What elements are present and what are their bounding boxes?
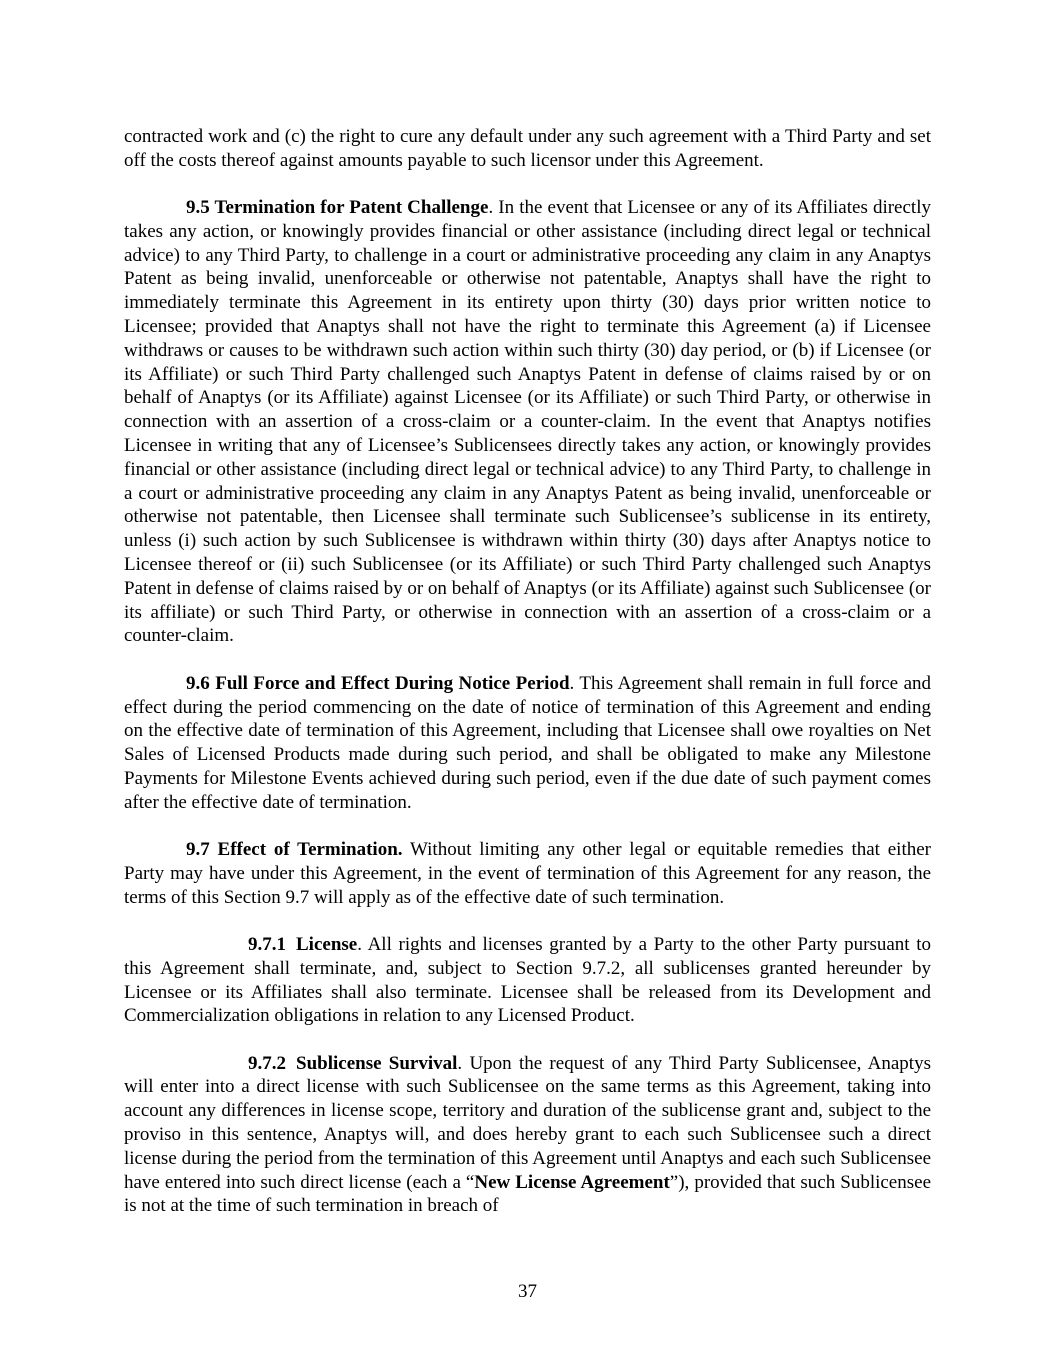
section-9-7-2 bbox=[124, 1052, 931, 1219]
section-heading: Sublicense Survival bbox=[296, 1052, 458, 1074]
section-number: 9.7.2 bbox=[248, 1052, 286, 1074]
section-text-continued: ”), provided that such Sublicensee is not at the time of such termination in breach of bbox=[124, 1171, 931, 1217]
section-number: 9.7.1 bbox=[248, 933, 286, 955]
section-9-7-1 bbox=[124, 933, 931, 1028]
section-text: . This Agreement shall remain in full force and effect during the period commencing on the date of notice of termination of this Agreement and ending on the effective date of termination of this Agreement, including that Licensee shall owe royalties on Net Sales of Licensed Products made during such period, and shall be obligated to make any Milestone Payments for Milestone Events achieved during such period, even if the due date of such payment comes after the effective date of termination. bbox=[124, 672, 932, 813]
section-text: Without limiting any other legal or equitable remedies that either Party may have under this Agreement, in the event of termination of this Agreement for any reason, the terms of this Section 9.7 will apply as of the effective date of such termination. bbox=[124, 839, 931, 908]
section-9-7 bbox=[124, 838, 931, 909]
paragraph-continuation bbox=[124, 125, 931, 173]
section-9-6 bbox=[124, 672, 931, 815]
section-heading: 9.6 Full Force and Effect During Notice Period bbox=[186, 672, 570, 694]
section-9-5 bbox=[124, 196, 931, 648]
paragraph-text: contracted work and (c) the right to cure any default under any such agreement with a Third Party and set off the costs thereof against amounts payable to such licensor under this Agreement. bbox=[124, 126, 931, 171]
section-heading: 9.5 Termination for Patent Challenge bbox=[186, 197, 489, 219]
section-text: . Upon the request of any Third Party Sublicensee, Anaptys will enter into a direct license with such Sublicensee on the same terms as this Agreement, taking into account any differences in license scope, territory and duration of the sublicense grant and, subject to the proviso in this sentence, Anaptys will, and does hereby grant to each such Sublicensee such a direct license during the period from the termination of this Agreement until Anaptys and each such Sublicensee have entered into such direct license (each a “ bbox=[124, 1052, 931, 1193]
section-text: . In the event that Licensee or any of its Affiliates directly takes any action, or knowingly provides financial or other assistance (including direct legal or technical advice) to any Third Party, to challenge in a court or administrative proceeding any claim in any Anaptys Patent as being invalid, unenforceable or otherwise not patentable, Anaptys shall have the right to immediately terminate this Agreement in its entirety upon thirty (30) days prior written notice to Licensee; provided that Anaptys shall not have the right to terminate this Agreement (a) if Licensee withdraws or causes to be withdrawn such action within such thirty (30) day period, or (b) if Licensee (or its Affiliate) or such Third Party challenged such Anaptys Patent in defense of claims raised by or on behalf of Anaptys (or its Affiliate) against Licensee (or its Affiliate) or such Third Party, or otherwise in connection with an assertion of a cross-claim or a counter-claim. In the event that Anaptys notifies Licensee in writing that any of Licensee’s Sublicensees directly takes any action, or knowingly provides financial or other assistance (including direct legal or technical advice) to any Third Party, to challenge in a court or administrative proceeding any claim in any Anaptys Patent as being invalid, unenforceable or otherwise not patentable, then Licensee shall terminate such Sublicensee’s sublicense in its entirety, unless (i) such action by such Sublicensee is withdrawn within thirty (30) days after Anaptys notice to Licensee thereof or (ii) such Sublicensee (or its Affiliate) or such Third Party challenged such Anaptys Patent in defense of claims raised by or on behalf of Anaptys (or its Affiliate) against such Sublicensee (or its affiliate) or such Third Party, or otherwise in connection with an assertion of a cross-claim or a counter-claim. bbox=[124, 197, 931, 647]
document-body bbox=[124, 125, 931, 1242]
section-heading: License bbox=[296, 933, 358, 955]
section-text: . All rights and licenses granted by a Party to the other Party pursuant to this Agreement shall terminate, and, subject to Section 9.7.2, all sublicenses granted hereunder by Licensee or its Affiliates shall also terminate. Licensee shall be released from its Development and Commercialization obligations in relation to any Licensed Product. bbox=[124, 933, 931, 1027]
page-number: 37 bbox=[518, 1281, 537, 1302]
defined-term: New License Agreement bbox=[474, 1171, 670, 1193]
section-heading: 9.7 Effect of Termination. bbox=[186, 839, 403, 861]
